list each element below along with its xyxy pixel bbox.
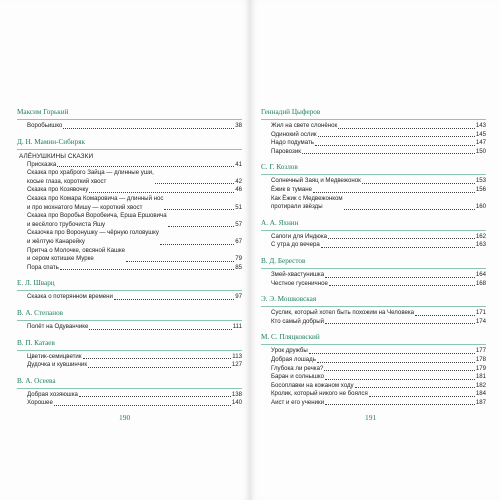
toc-entry[interactable] xyxy=(17,169,242,186)
left-toc-column xyxy=(17,107,242,414)
entry-page-number: 184 xyxy=(475,390,486,398)
entry-title: Кролик, который никого не боялся xyxy=(271,390,368,398)
dot-leader xyxy=(325,323,475,324)
entry-title: Сказка про Комара Комаровича — длинный нос и про мохнатого Мишу — короткий хвост xyxy=(27,194,164,211)
dot-leader xyxy=(126,261,234,262)
dot-leader xyxy=(355,387,475,388)
entry-title: Ёжик в тумане xyxy=(271,185,313,193)
toc-section xyxy=(17,278,242,302)
toc-entry[interactable] xyxy=(17,391,242,400)
toc-entry[interactable] xyxy=(261,195,486,212)
toc-section xyxy=(17,338,242,370)
entry-title: Сапоги для Индюка xyxy=(271,232,328,240)
entry-title: Аист и его ученики xyxy=(271,398,325,406)
author-heading: В. П. Катаев xyxy=(17,338,242,351)
entry-page-number: 164 xyxy=(475,270,486,278)
toc-entry[interactable] xyxy=(261,177,486,186)
entry-title: Суслик, который хотел быть похожим на Человека xyxy=(271,309,415,317)
toc-entry[interactable] xyxy=(261,241,486,250)
entry-page-number: 143 xyxy=(475,122,486,129)
entry-page-number: 113 xyxy=(232,352,242,360)
author-heading: В. Д. Берестов xyxy=(261,256,486,269)
toc-entry[interactable] xyxy=(261,356,486,365)
toc-entry[interactable] xyxy=(261,122,486,131)
dot-leader xyxy=(309,353,475,354)
toc-entry[interactable] xyxy=(261,309,486,318)
entry-page-number: 42 xyxy=(235,177,242,185)
entry-title: Жил на свете слонёнок xyxy=(271,122,338,129)
toc-entry[interactable] xyxy=(17,361,242,370)
dot-leader xyxy=(324,370,474,371)
entry-page-number: 162 xyxy=(475,232,486,240)
entry-title: Цветик-семицветик xyxy=(27,352,82,360)
toc-entry[interactable] xyxy=(17,212,242,229)
dot-leader xyxy=(338,128,475,129)
dot-leader xyxy=(328,238,475,239)
entry-title: Полёт на Одуванчике xyxy=(27,322,89,330)
entry-page-number: 181 xyxy=(475,373,486,381)
toc-entry[interactable] xyxy=(17,161,242,170)
dot-leader xyxy=(415,315,475,316)
toc-entry[interactable] xyxy=(261,347,486,356)
toc-entry[interactable] xyxy=(261,373,486,382)
toc-entry[interactable] xyxy=(17,353,242,362)
dot-leader xyxy=(114,299,234,300)
author-heading: Е. Л. Шварц xyxy=(17,278,242,291)
dot-leader xyxy=(325,277,475,278)
dot-leader xyxy=(362,183,475,184)
dot-leader xyxy=(344,209,475,210)
entry-title: Кто самый добрый xyxy=(271,317,325,325)
entry-page-number: 171 xyxy=(475,309,486,317)
right-page xyxy=(250,0,500,500)
entry-page-number: 182 xyxy=(475,381,486,389)
toc-entry[interactable] xyxy=(17,399,242,408)
author-heading: А. А. Яхнин xyxy=(261,218,486,231)
author-heading: В. А. Осеева xyxy=(17,376,242,389)
toc-entry[interactable] xyxy=(17,264,242,273)
entry-title: Баран и солнышко xyxy=(271,373,325,381)
toc-section xyxy=(17,137,242,273)
entry-page-number: 38 xyxy=(235,122,242,129)
entry-title: Добрая хозяюшка xyxy=(27,390,78,398)
entry-title: Одинокий ослик xyxy=(271,130,317,138)
toc-entry[interactable] xyxy=(261,382,486,391)
author-heading: С. Г. Козлов xyxy=(261,162,486,175)
author-heading: Геннадий Цыферов xyxy=(261,107,486,120)
toc-entry[interactable] xyxy=(261,139,486,148)
entry-page-number: 138 xyxy=(231,390,242,398)
collection-title: АЛЁНУШКИНЫ СКАЗКИ xyxy=(19,152,94,160)
left-page-number: 190 xyxy=(119,413,131,422)
dot-leader xyxy=(89,329,231,330)
toc-entry[interactable] xyxy=(17,122,242,131)
toc-section xyxy=(261,332,486,407)
dot-leader xyxy=(54,405,231,406)
dot-leader xyxy=(315,145,475,146)
entry-title: Змей-хвастунишка xyxy=(271,270,325,278)
entry-page-number: 127 xyxy=(231,361,242,369)
entry-page-number: 168 xyxy=(475,279,486,287)
toc-entry[interactable] xyxy=(17,229,242,246)
toc-entry[interactable] xyxy=(17,323,242,332)
toc-entry[interactable] xyxy=(261,390,486,399)
entry-page-number: 97 xyxy=(235,293,242,301)
entry-page-number: 67 xyxy=(235,237,242,245)
entry-page-number: 79 xyxy=(235,255,242,263)
dot-leader xyxy=(57,166,234,167)
toc-section xyxy=(17,376,242,408)
entry-title: Присказка xyxy=(27,160,57,168)
dot-leader xyxy=(329,285,475,286)
entry-title: Добрая лошадь xyxy=(271,355,316,363)
entry-title: Хорошее xyxy=(27,399,53,407)
author-heading: В. А. Степанов xyxy=(17,308,242,321)
dot-leader xyxy=(321,247,475,248)
toc-section xyxy=(17,107,242,131)
dot-leader xyxy=(325,404,475,405)
entry-page-number: 51 xyxy=(235,203,242,211)
entry-title: Паровозик xyxy=(271,147,301,155)
entry-page-number: 163 xyxy=(475,241,486,249)
entry-title: Надо подумать xyxy=(271,139,314,147)
entry-page-number: 160 xyxy=(475,203,486,211)
entry-page-number: 41 xyxy=(235,160,242,168)
toc-section xyxy=(261,294,486,326)
entry-title: Пора спать xyxy=(27,263,59,271)
entry-page-number: 187 xyxy=(475,398,486,406)
entry-title: Честное гусеничное xyxy=(271,279,328,287)
dot-leader xyxy=(89,192,234,193)
toc-section xyxy=(261,256,486,288)
dot-leader xyxy=(317,362,475,363)
author-heading: Максим Горький xyxy=(17,107,242,120)
toc-entry[interactable] xyxy=(261,318,486,327)
dot-leader xyxy=(60,269,234,270)
toc-entry[interactable] xyxy=(261,399,486,408)
author-heading: Э. Э. Мошковская xyxy=(261,294,486,307)
toc-entry[interactable] xyxy=(261,186,486,195)
entry-page-number: 156 xyxy=(475,185,486,193)
entry-page-number: 150 xyxy=(475,147,486,155)
entry-page-number: 145 xyxy=(475,130,486,138)
dot-leader xyxy=(160,244,234,245)
entry-page-number: 153 xyxy=(475,177,486,185)
entry-page-number: 174 xyxy=(475,317,486,325)
dot-leader xyxy=(369,396,475,397)
toc-entry[interactable] xyxy=(261,233,486,242)
toc-entry[interactable] xyxy=(17,186,242,195)
entry-page-number: 57 xyxy=(235,220,242,228)
author-heading: М. С. Пляцковский xyxy=(261,332,486,345)
entry-page-number: 46 xyxy=(235,186,242,194)
entry-title: Дудочка и кувшинчик xyxy=(27,361,87,369)
entry-page-number: 147 xyxy=(475,139,486,147)
dot-leader xyxy=(325,379,475,380)
toc-entry[interactable] xyxy=(17,195,242,212)
dot-leader xyxy=(88,367,231,368)
toc-section xyxy=(261,218,486,250)
toc-entry[interactable] xyxy=(17,293,242,302)
entry-title: Босоплавки на кожаном ходу xyxy=(271,381,354,389)
dot-leader xyxy=(164,209,234,210)
entry-page-number: 179 xyxy=(475,364,486,372)
entry-page-number: 85 xyxy=(235,263,242,271)
toc-entry[interactable] xyxy=(261,280,486,289)
entry-page-number: 177 xyxy=(475,347,486,355)
entry-title: Притча о Молочке, овсяной Кашке и сером котишке Мурке xyxy=(27,246,125,263)
dot-leader xyxy=(63,128,234,129)
toc-entry[interactable] xyxy=(261,131,486,140)
dot-leader xyxy=(168,226,235,227)
entry-page-number: 111 xyxy=(232,322,242,330)
toc-entry[interactable] xyxy=(261,148,486,157)
entry-page-number: 178 xyxy=(475,355,486,363)
entry-page-number: 140 xyxy=(231,399,242,407)
entry-title: Воробьишко xyxy=(27,122,63,129)
author-heading: Д. Н. Мамин-Сибиряк xyxy=(17,137,242,150)
entry-title: Глубока ли речка? xyxy=(271,364,324,372)
toc-entry[interactable] xyxy=(17,247,242,264)
toc-section xyxy=(17,308,242,332)
entry-title: Сказка о потерянном времени xyxy=(27,293,113,301)
entry-title: Как Ёжик с Медвежонком протирали звёзды xyxy=(271,194,343,211)
dot-leader xyxy=(79,396,231,397)
entry-title: Сказочка про Воронушку — чёрную головушку и жёлтую Канарейку xyxy=(27,229,159,245)
dot-leader xyxy=(83,358,232,359)
dot-leader xyxy=(155,183,234,184)
entry-title: Сказка про Козявочку xyxy=(27,186,89,194)
entry-title: Сказка про Воробья Воробеича, Ерша Ершовича и весёлого трубочиста Яшу xyxy=(27,212,167,228)
entry-title: Сказка про храброго Зайца — длинные уши, косые глаза, короткий хвост xyxy=(27,169,154,185)
dot-leader xyxy=(302,153,475,154)
toc-entry[interactable] xyxy=(261,271,486,280)
entry-title: Солнечный Заяц и Медвежонок xyxy=(271,177,361,185)
dot-leader xyxy=(318,136,475,137)
toc-section xyxy=(261,107,486,156)
right-toc-column xyxy=(261,107,486,413)
entry-title: С утра до вечера xyxy=(271,241,320,249)
right-page-number: 191 xyxy=(365,413,377,422)
toc-entry[interactable] xyxy=(261,365,486,374)
toc-section xyxy=(261,162,486,211)
dot-leader xyxy=(313,192,475,193)
entry-title: Урок дружбы xyxy=(271,347,308,355)
